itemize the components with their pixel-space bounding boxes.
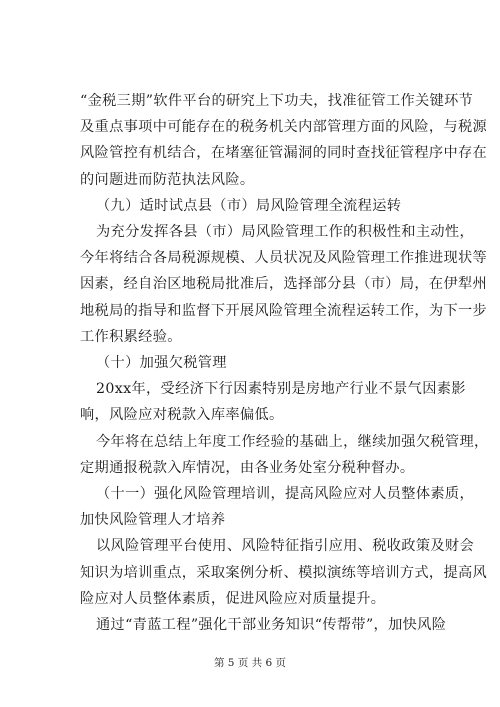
body-text-line: 20xx年，受经济下行因素特别是房地产行业不景气因素影	[96, 381, 466, 398]
body-text-line: “金税三期”软件平台的研究上下功夫，找准征管工作关键环节	[80, 93, 474, 109]
body-text-line: 响，风险应对税款入库率偏低。	[80, 407, 284, 424]
body-text-line: （十一）强化风险管理培训，提高风险应对人员整体素质，	[96, 486, 474, 502]
body-text-line: 定期通报税款入库情况，由各业务处室分税种督办。	[80, 459, 415, 476]
body-text-line: 及重点事项中可能存在的税务机关内部管理方面的风险，与税源	[80, 119, 488, 136]
body-text-line: 工作积累经验。	[80, 328, 182, 345]
body-text-line: 以风险管理平台使用、风险特征指引应用、税收政策及财会	[96, 538, 474, 555]
body-text-line: 风险管控有机结合，在堵塞征管漏洞的同时查找征管程序中存在	[80, 145, 488, 162]
body-text-line: 今年将结合各局税源规模、人员状况及风险管理工作推进现状等	[80, 250, 488, 267]
body-text-line: 为充分发挥各县（市）局风险管理工作的积极性和主动性，	[96, 224, 474, 240]
body-text-line: 加快风险管理人才培养	[80, 512, 226, 529]
body-text-line: 险应对人员整体素质，促进风险应对质量提升。	[80, 590, 386, 607]
page-footer: 第 5 页 共 6 页	[213, 657, 287, 669]
body-text-line: 地税局的指导和监督下开展风险管理全流程运转工作，为下一步	[80, 302, 488, 319]
body-text-line: （十）加强欠税管理	[96, 355, 227, 371]
body-text-line: （九）适时试点县（市）局风险管理全流程运转	[96, 197, 402, 214]
body-text-line: 今年将在总结上年度工作经验的基础上，继续加强欠税管理，	[96, 433, 489, 450]
body-text-line: 通过“青蓝工程”强化干部业务知识“传帮带”，加快风险	[96, 617, 447, 633]
body-text-line: 知识为培训重点，采取案例分析、模拟演练等培训方式，提高风	[80, 564, 488, 581]
body-text-line: 的问题进而防范执法风险。	[80, 171, 255, 188]
body-text-line: 因素，经自治区地税局批准后，选择部分县（市）局，在伊犁州	[80, 276, 488, 293]
